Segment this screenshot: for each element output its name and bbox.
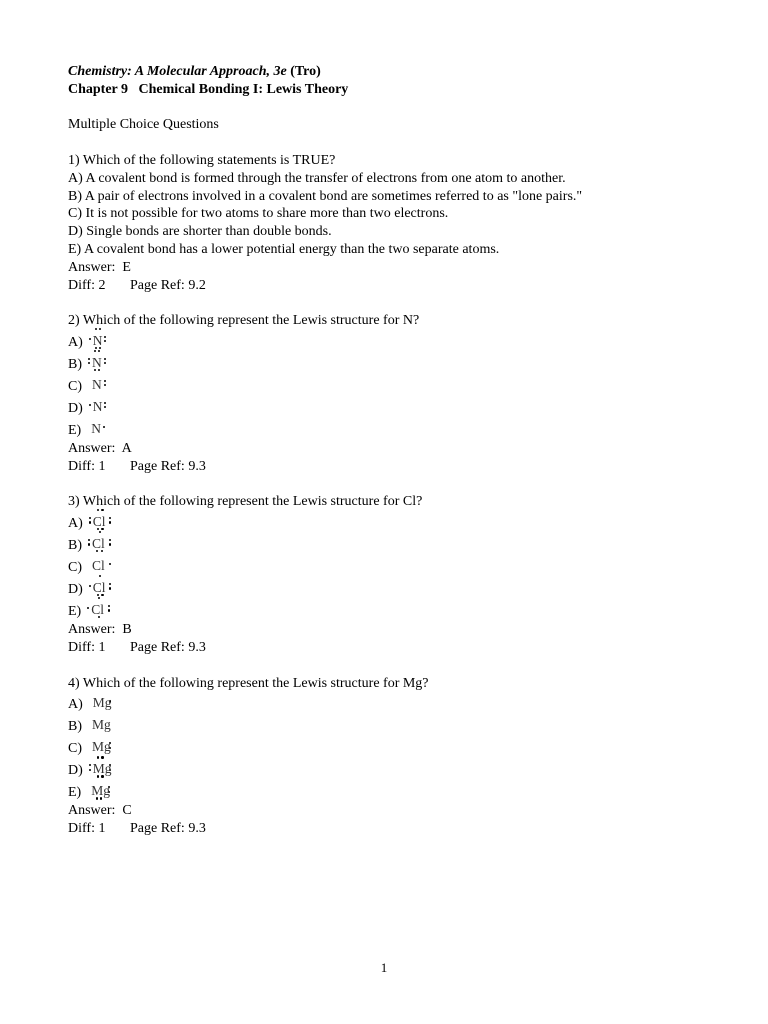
option-letter: B)	[68, 356, 82, 372]
option-letter: D)	[68, 582, 83, 598]
lewis-structure-cl-c	[88, 555, 109, 577]
question-2-text: 2) Which of the following represent the Lewis structure for N?	[68, 313, 420, 329]
question-4-option-d	[68, 758, 708, 780]
question-1-diff: Diff: 2	[68, 277, 106, 293]
question-2-option-d	[68, 396, 708, 418]
option-letter: B)	[68, 538, 82, 554]
question-1-option-d: D) Single bonds are shorter than double bonds.	[68, 224, 332, 240]
element-symbol: N	[92, 376, 102, 392]
question-1-meta	[68, 277, 708, 295]
electron-dot	[109, 563, 111, 565]
element-symbol: Cl	[92, 514, 106, 530]
option-letter: A)	[68, 516, 83, 532]
question-1-text: 1) Which of the following statements is TRUE?	[68, 152, 336, 168]
question-2-diff: Diff: 1	[68, 458, 106, 474]
question-1-option-e: E) A covalent bond has a lower potential energy than the two separate atoms.	[68, 241, 500, 257]
electron-dot	[97, 756, 99, 758]
book-author: (Tro)	[290, 64, 321, 79]
electron-dot	[101, 509, 103, 511]
question-4-option-b	[68, 714, 708, 736]
element-symbol: N	[92, 332, 103, 348]
electron-dot	[104, 358, 106, 360]
electron-dot	[108, 605, 110, 607]
lewis-structure-n-c	[88, 374, 106, 396]
electron-dot	[103, 426, 105, 428]
electron-dot	[99, 531, 101, 533]
lewis-structure-mg-b	[88, 714, 115, 736]
electron-dot	[95, 328, 97, 330]
option-letter: C)	[68, 560, 82, 576]
electron-dot	[88, 543, 90, 545]
question-1-page-ref: Page Ref: 9.2	[130, 277, 206, 293]
question-1-option-a: A) A covalent bond is formed through the transfer of electrons from one atom to another.	[68, 170, 566, 186]
question-2-answer: Answer: A	[68, 440, 132, 456]
lewis-structure-cl-e	[87, 599, 108, 621]
element-symbol: Mg	[92, 717, 111, 733]
lewis-structure-mg-c	[88, 736, 115, 758]
question-1-option-c: C) It is not possible for two atoms to share more than two electrons.	[68, 206, 449, 222]
electron-dot	[101, 756, 103, 758]
question-1-option-b: B) A pair of electrons involved in a covalent bond are sometimes referred to as "lone pairs."	[68, 188, 583, 204]
option-letter: B)	[68, 719, 82, 735]
option-letter: E)	[68, 422, 82, 438]
electron-dot	[109, 587, 111, 589]
lewis-structure-mg-d	[89, 758, 116, 780]
electron-dot	[109, 521, 111, 523]
question-1	[68, 152, 708, 294]
question-2-option-e	[68, 418, 708, 440]
electron-dot	[88, 539, 90, 541]
question-3-option-d	[68, 577, 708, 599]
lewis-structure-mg-a	[89, 692, 116, 714]
question-3-meta	[68, 639, 708, 657]
element-symbol: N	[92, 354, 102, 370]
question-1-answer: Answer: E	[68, 259, 131, 275]
element-symbol: Mg	[92, 695, 112, 711]
option-letter: A)	[68, 697, 83, 713]
option-letter: E)	[68, 785, 82, 801]
question-3-option-a	[68, 511, 708, 533]
question-3-answer: Answer: B	[68, 622, 132, 638]
electron-dot	[108, 609, 110, 611]
book-title-line	[68, 63, 708, 81]
element-symbol: Cl	[92, 536, 105, 552]
page-number: 1	[380, 960, 388, 975]
question-2-option-a	[68, 330, 708, 352]
electron-dot	[97, 509, 99, 511]
lewis-structure-cl-d	[89, 577, 110, 599]
option-letter: D)	[68, 763, 83, 779]
electron-dot	[89, 521, 91, 523]
question-4-option-e	[68, 780, 708, 802]
question-4-text: 4) Which of the following represent the Lewis structure for Mg?	[68, 675, 429, 691]
lewis-structure-mg-e	[87, 780, 114, 802]
electron-dot	[104, 406, 106, 408]
element-symbol: Mg	[91, 783, 110, 799]
question-3-diff: Diff: 1	[68, 639, 106, 655]
question-2-page-ref: Page Ref: 9.3	[130, 458, 206, 474]
electron-dot	[104, 340, 106, 342]
element-symbol: Cl	[92, 558, 105, 574]
element-symbol: N	[91, 420, 101, 436]
element-symbol: Cl	[92, 580, 106, 596]
question-3-option-e	[68, 599, 708, 621]
question-2	[68, 312, 708, 475]
question-4-meta	[68, 820, 708, 838]
document-page	[68, 63, 708, 838]
lewis-structure-n-b	[88, 352, 106, 374]
electron-dot	[104, 336, 106, 338]
electron-dot	[104, 362, 106, 364]
electron-dot	[88, 358, 90, 360]
electron-dot	[98, 597, 100, 599]
option-letter: D)	[68, 400, 83, 416]
electron-dot	[89, 338, 91, 340]
question-4-option-c	[68, 736, 708, 758]
question-2-meta	[68, 458, 708, 476]
question-4-option-a	[68, 692, 708, 714]
electron-dot	[94, 350, 96, 352]
electron-dot	[104, 380, 106, 382]
question-3-text: 3) Which of the following represent the Lewis structure for Cl?	[68, 494, 423, 510]
electron-dot	[89, 764, 91, 766]
lewis-structure-n-a	[89, 330, 107, 352]
lewis-structure-cl-a	[89, 511, 110, 533]
lewis-structure-n-e	[87, 418, 105, 440]
lewis-structure-n-d	[89, 396, 107, 418]
option-letter: C)	[68, 741, 82, 757]
question-3	[68, 493, 708, 656]
element-symbol: Cl	[91, 602, 104, 618]
electron-dot	[89, 404, 91, 406]
electron-dot	[109, 517, 111, 519]
electron-dot	[87, 607, 89, 609]
question-4-page-ref: Page Ref: 9.3	[130, 821, 206, 837]
question-2-option-c	[68, 374, 708, 396]
option-letter: E)	[68, 604, 82, 620]
electron-dot	[109, 583, 111, 585]
electron-dot	[104, 402, 106, 404]
lewis-structure-cl-b	[88, 533, 109, 555]
electron-dot	[99, 328, 101, 330]
electron-dot	[89, 517, 91, 519]
element-symbol: N	[92, 398, 103, 414]
chapter-title: Chapter 9 Chemical Bonding I: Lewis Theory	[68, 81, 349, 97]
electron-dot	[109, 543, 111, 545]
question-4-answer: Answer: C	[68, 803, 132, 819]
option-letter: A)	[68, 334, 83, 350]
question-2-option-b	[68, 352, 708, 374]
element-symbol: Mg	[92, 739, 111, 755]
question-3-option-b	[68, 533, 708, 555]
electron-dot	[88, 362, 90, 364]
element-symbol: Mg	[92, 761, 112, 777]
option-letter: C)	[68, 378, 82, 394]
electron-dot	[89, 585, 91, 587]
question-3-option-c	[68, 555, 708, 577]
electron-dot	[109, 539, 111, 541]
electron-dot	[89, 769, 91, 771]
question-4-diff: Diff: 1	[68, 821, 106, 837]
section-heading: Multiple Choice Questions	[68, 117, 219, 133]
electron-dot	[104, 384, 106, 386]
book-title: Chemistry: A Molecular Approach, 3e	[68, 64, 287, 79]
question-4	[68, 675, 708, 838]
question-3-page-ref: Page Ref: 9.3	[130, 639, 206, 655]
